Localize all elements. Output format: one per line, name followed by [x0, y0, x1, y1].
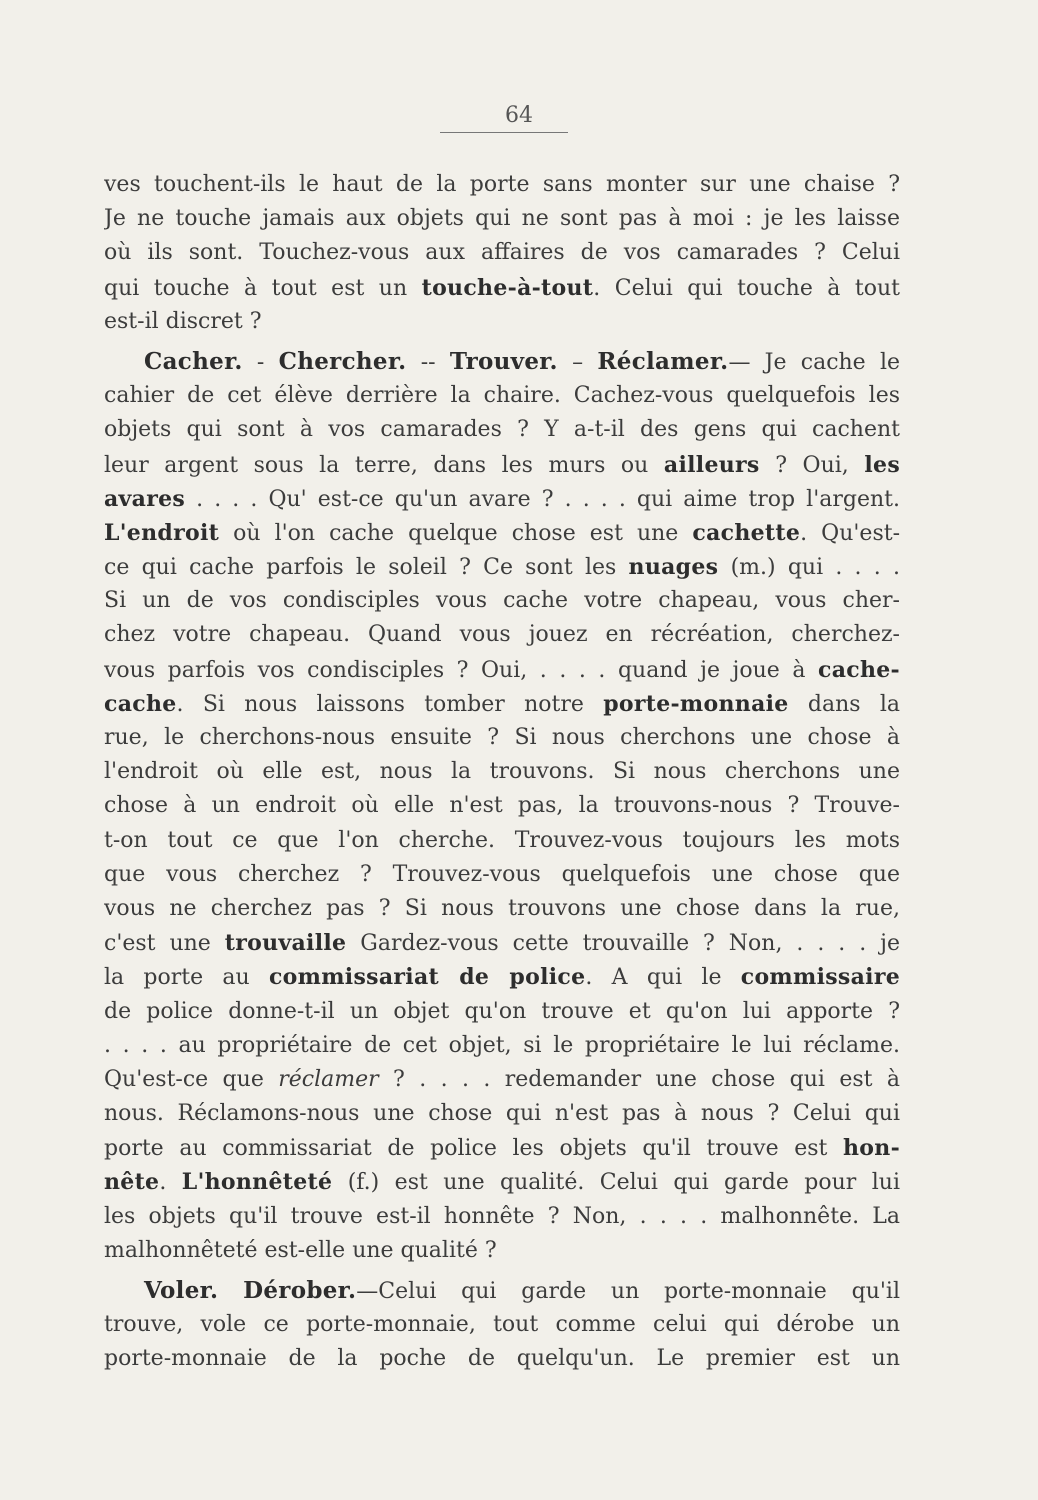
text-line: nous. Réclamons-nous une chose qui n'est pas à nous ? Celui qui — [104, 1101, 900, 1127]
text-line: Je ne touche jamais aux objets qui ne sont pas à moi : je les laisse — [104, 206, 900, 232]
text-line: Si un de vos condisciples vous cache votre chapeau, vous cher- — [104, 588, 900, 614]
text-line: malhonnêteté est-elle une qualité ? — [104, 1237, 497, 1263]
keyword: avares — [104, 485, 186, 512]
text-line: rue, le cherchons-nous ensuite ? Si nous cherchons une chose à — [104, 725, 900, 750]
text-line: trouve, vole ce porte-monnaie, tout comme celui qui dérobe un — [104, 1312, 900, 1338]
heading-word: Voler. — [144, 1277, 219, 1304]
text-line: qui touche à tout est un touche-à-tout. Celui qui touche à tout — [104, 274, 900, 301]
emphasis: réclamer — [278, 1066, 379, 1092]
keyword: L'endroit — [104, 519, 220, 546]
text-line: où ils sont. Touchez-vous aux affaires de vos camarades ? Celui — [104, 240, 900, 266]
text-line: cache. Si nous laissons tomber notre porte-monnaie dans la — [104, 690, 900, 717]
page-text — [104, 168, 900, 1377]
keyword: cache- — [818, 656, 900, 683]
keyword: touche-à-tout — [421, 274, 594, 301]
text-line: Qu'est-ce que réclamer ? . . . . redemander une chose qui est à — [104, 1066, 900, 1092]
text-line: Cacher. - Chercher. -- Trouver. – Réclamer.— Je cache le — [144, 347, 900, 375]
heading-word: Cacher. — [144, 347, 243, 375]
text-line: la porte au commissariat de police. A qui le commissaire — [104, 964, 900, 991]
keyword: cachette — [692, 519, 801, 546]
text-line: de police donne-t-il un objet qu'on trouve et qu'on lui apporte ? — [104, 998, 900, 1024]
text-line: L'endroit où l'on cache quelque chose est une cachette. Qu'est- — [104, 519, 900, 546]
text-line: chose à un endroit où elle n'est pas, la trouvons-nous ? Trouve- — [104, 793, 900, 819]
heading-word: Chercher. — [278, 347, 407, 375]
text-line: ce qui cache parfois le soleil ? Ce sont les nuages (m.) qui . . . . — [104, 554, 900, 581]
heading-word: Dérober. — [243, 1277, 357, 1304]
keyword: trouvaille — [224, 930, 347, 957]
keyword: ailleurs — [663, 451, 760, 478]
text-line: t-on tout ce que l'on cherche. Trouvez-vous toujours les mots — [104, 827, 900, 853]
text-line: porte au commissariat de police les objets qu'il trouve est hon- — [104, 1135, 900, 1162]
text-line: objets qui sont à vos camarades ? Y a-t-il des gens qui cachent — [104, 417, 900, 443]
keyword: commissariat de police — [268, 964, 586, 991]
keyword: nête — [104, 1169, 160, 1196]
text-line: avares . . . . Qu' est-ce qu'un avare ? . . . . qui aime trop l'argent. — [104, 485, 900, 512]
keyword: porte-monnaie — [603, 690, 789, 717]
keyword: les — [864, 451, 900, 478]
text-line: l'endroit où elle est, nous la trouvons. Si nous cherchons une — [104, 759, 900, 785]
text-line: c'est une trouvaille Gardez-vous cette trouvaille ? Non, . . . . je — [104, 930, 900, 957]
text-line: cahier de cet élève derrière la chaire. Cachez-vous quelquefois les — [104, 383, 900, 409]
keyword: cache — [104, 690, 177, 717]
paragraph-3 — [104, 1274, 900, 1377]
heading-word: Trouver. — [449, 347, 558, 375]
text-line: vous parfois vos condisciples ? Oui, . . . . quand je joue à cache- — [104, 656, 900, 683]
text-line: les objets qu'il trouve est-il honnête ? Non, . . . . malhonnête. La — [104, 1203, 900, 1229]
text-line: est-il discret ? — [104, 308, 262, 334]
paragraph-1 — [104, 168, 900, 339]
keyword: nuages — [628, 554, 719, 581]
text-line: nête. L'honnêteté (f.) est une qualité. Celui qui garde pour lui — [104, 1169, 900, 1196]
text-line: leur argent sous la terre, dans les murs ou ailleurs ? Oui, les — [104, 451, 900, 478]
text-line: ves touchent-ils le haut de la porte sans monter sur une chaise ? — [104, 172, 900, 197]
keyword: hon- — [843, 1135, 900, 1162]
text-line: porte-monnaie de la poche de quelqu'un. Le premier est un — [104, 1346, 900, 1372]
text-line: vous ne cherchez pas ? Si nous trouvons une chose dans la rue, — [104, 895, 900, 921]
text-line: . . . . au propriétaire de cet objet, si le propriétaire le lui réclame. — [104, 1032, 900, 1058]
paragraph-2 — [104, 345, 900, 1268]
keyword: L'honnêteté — [181, 1169, 333, 1196]
page-number: 64 — [505, 103, 533, 128]
text-line: chez votre chapeau. Quand vous jouez en récréation, cherchez- — [104, 622, 900, 648]
text-line: Voler. Dérober.—Celui qui garde un porte-monnaie qu'il — [144, 1277, 900, 1304]
text-line: que vous cherchez ? Trouvez-vous quelquefois une chose que — [104, 861, 900, 887]
header-rule — [440, 132, 568, 133]
heading-word: Réclamer. — [597, 347, 729, 375]
keyword: commissaire — [740, 964, 900, 991]
